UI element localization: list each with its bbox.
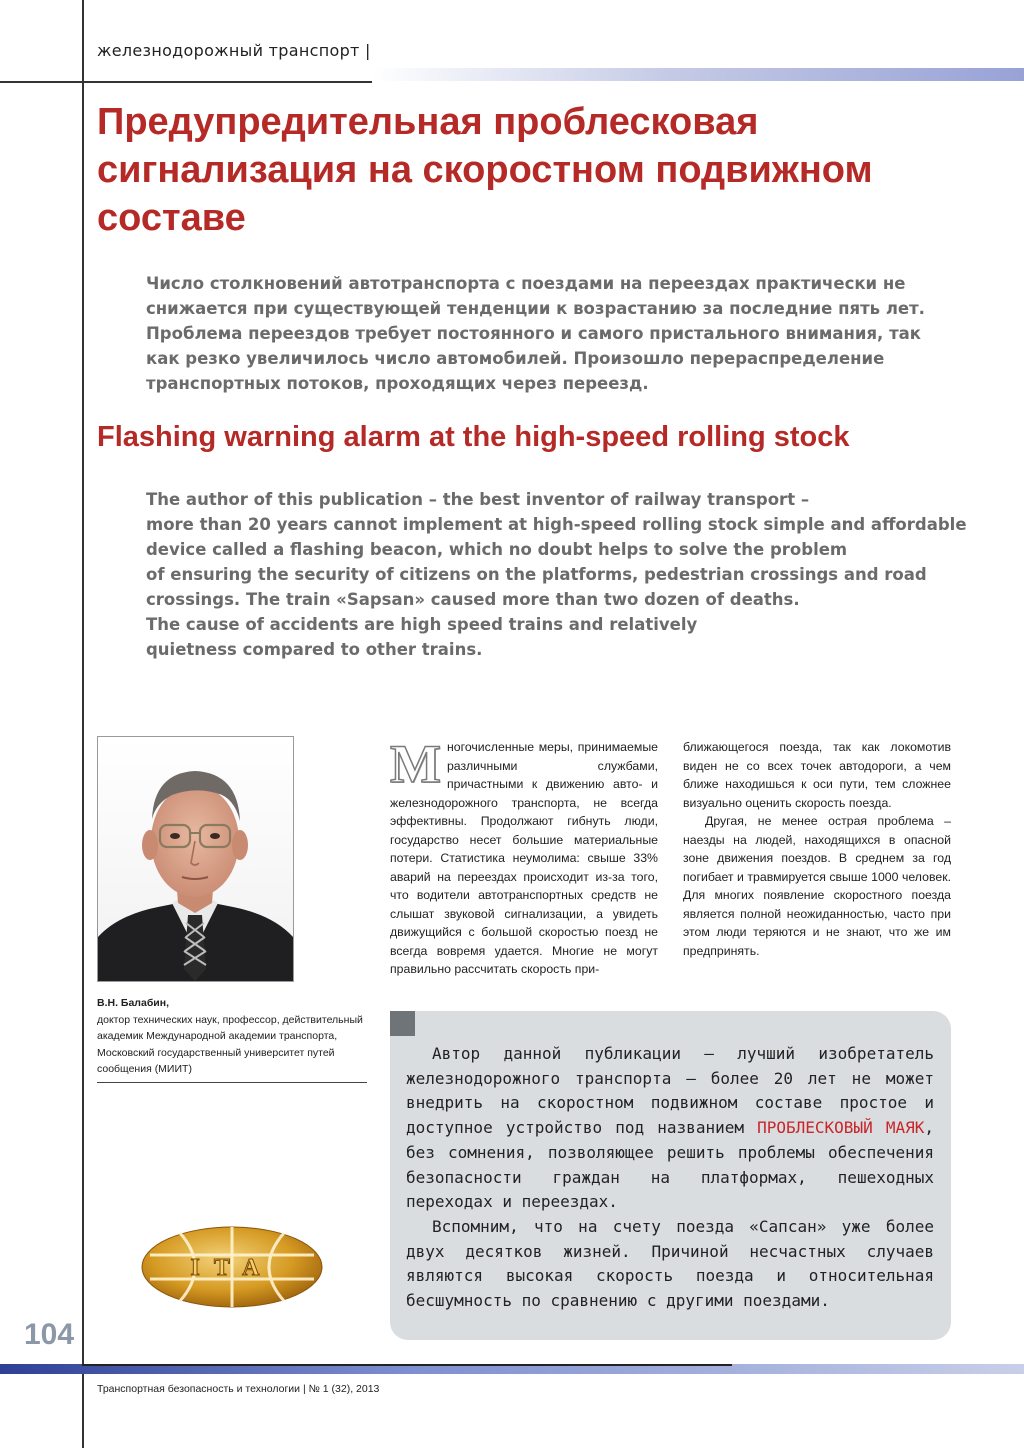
footer-band bbox=[0, 1364, 1024, 1374]
body-paragraph: ближающегося поезда, так как локомотив виден не со всех точек автодороги, а чем ближе находишься к оси пути, тем сложнее визуально оценить скорость поезда. bbox=[683, 740, 951, 810]
lead-en-line: of ensuring the security of citizens on the platforms, pedestrian crossings and road bbox=[146, 565, 927, 584]
header-rule bbox=[0, 81, 372, 83]
header-band bbox=[372, 68, 1024, 81]
author-name: В.Н. Балабин, bbox=[97, 997, 170, 1009]
body-paragraph bbox=[390, 734, 658, 979]
lead-en-line: The author of this publication – the best inventor of railway transport – bbox=[146, 490, 810, 509]
lead-en-line: device called a flashing beacon, which no doubt helps to solve the problem bbox=[146, 540, 848, 559]
body-paragraph: Другая, не менее острая проблема – наезды на людей, находящихся в опасной зоне движения поездов. В среднем за год погибает и травмируется свыше 1000 человек. Для многих появление скоростного поезда является полной неожиданностью, часто при этом люди теряются и не знают, что же им предпринять. bbox=[683, 814, 951, 958]
lead-en-line: crossings. The train «Sapsan» caused more than two dozen of deaths. bbox=[146, 590, 800, 609]
body-text: ногочисленные меры, принимаемые различными службами, причастными к движению авто- и железнодорожного транспорта, не всегда эффективны. Продолжают гибнуть люди, государство несет большие материальные потери. Статистика неумолима: свыше 33% аварий на переездах происходит из-за того, что водители автотранспортных средств не слышат звуковой сигнализации, а увидеть движущийся с большой скоростью поезд не всегда вовремя удается. Многие не могут правильно рассчитать скорость при- bbox=[390, 740, 658, 976]
quote-text-segment: , без сомнения, позволяющее решить проблемы обеспечения безопасности граждан на платформах, пешеходных переходах и переездах. bbox=[406, 1118, 934, 1212]
lead-en bbox=[146, 487, 967, 662]
article-title-ru: Предупредительная проблесковая сигнализация на скоростном подвижном составе bbox=[97, 101, 873, 239]
footer-journal: Транспортная безопасность и технологии | № 1 (32), 2013 bbox=[97, 1383, 380, 1395]
quote-paragraph bbox=[406, 1042, 934, 1215]
lead-ru: Число столкновений автотранспорта с поездами на переездах практически не снижается при существующей тенденции к возрастанию за последние пять лет. Проблема переездов требует постоянного и самого пристального внимания, так как резко увеличилось число автомобилей. Произошло перераспределение транспортных потоков, проходящих через переезд. bbox=[146, 274, 925, 393]
caption-divider bbox=[97, 1082, 367, 1083]
quote-text-segment: Автор данной публикации – лучший изобретатель железнодорожного транспорта – более 20 лет не может внедрить на скоростном подвижном составе простое и доступное устройство под названием bbox=[406, 1044, 934, 1138]
ita-globe-logo bbox=[140, 1225, 324, 1309]
quote-marker-square bbox=[390, 1011, 415, 1036]
quote-text bbox=[406, 1042, 934, 1314]
lead-en-line: more than 20 years cannot implement at high-speed rolling stock simple and affordable bbox=[146, 515, 967, 534]
section-label: железнодорожный транспорт | bbox=[97, 41, 371, 60]
body-column-1 bbox=[390, 734, 658, 979]
page-number: 104 bbox=[24, 1318, 75, 1351]
lead-en-line: The cause of accidents are high speed trains and relatively bbox=[146, 615, 698, 634]
highlighted-term: ПРОБЛЕСКОВЫЙ МАЯК bbox=[757, 1118, 925, 1138]
drop-cap: М bbox=[390, 734, 441, 794]
quote-paragraph: Вспомним, что на счету поезда «Сапсан» уже более двух десятков жизней. Причиной несчастных случаев являются высокая скорость поезда и относительная бесшумность по сравнению с другими поездами. bbox=[406, 1216, 934, 1311]
author-caption bbox=[97, 995, 369, 1078]
logo-text: ITA bbox=[190, 1255, 274, 1281]
author-description: доктор технических наук, профессор, действительный академик Международной академии транспорта, Московский государственный университет путей сообщения (МИИТ) bbox=[97, 1013, 363, 1075]
lead-en-line: quietness compared to other trains. bbox=[146, 640, 483, 659]
author-portrait-image bbox=[98, 737, 293, 981]
article-title-en: Flashing warning alarm at the high-speed rolling stock bbox=[97, 421, 850, 453]
left-margin-rule bbox=[82, 0, 84, 1448]
footer-rule bbox=[82, 1364, 732, 1366]
author-photo bbox=[97, 736, 294, 982]
body-column-2 bbox=[683, 738, 951, 960]
